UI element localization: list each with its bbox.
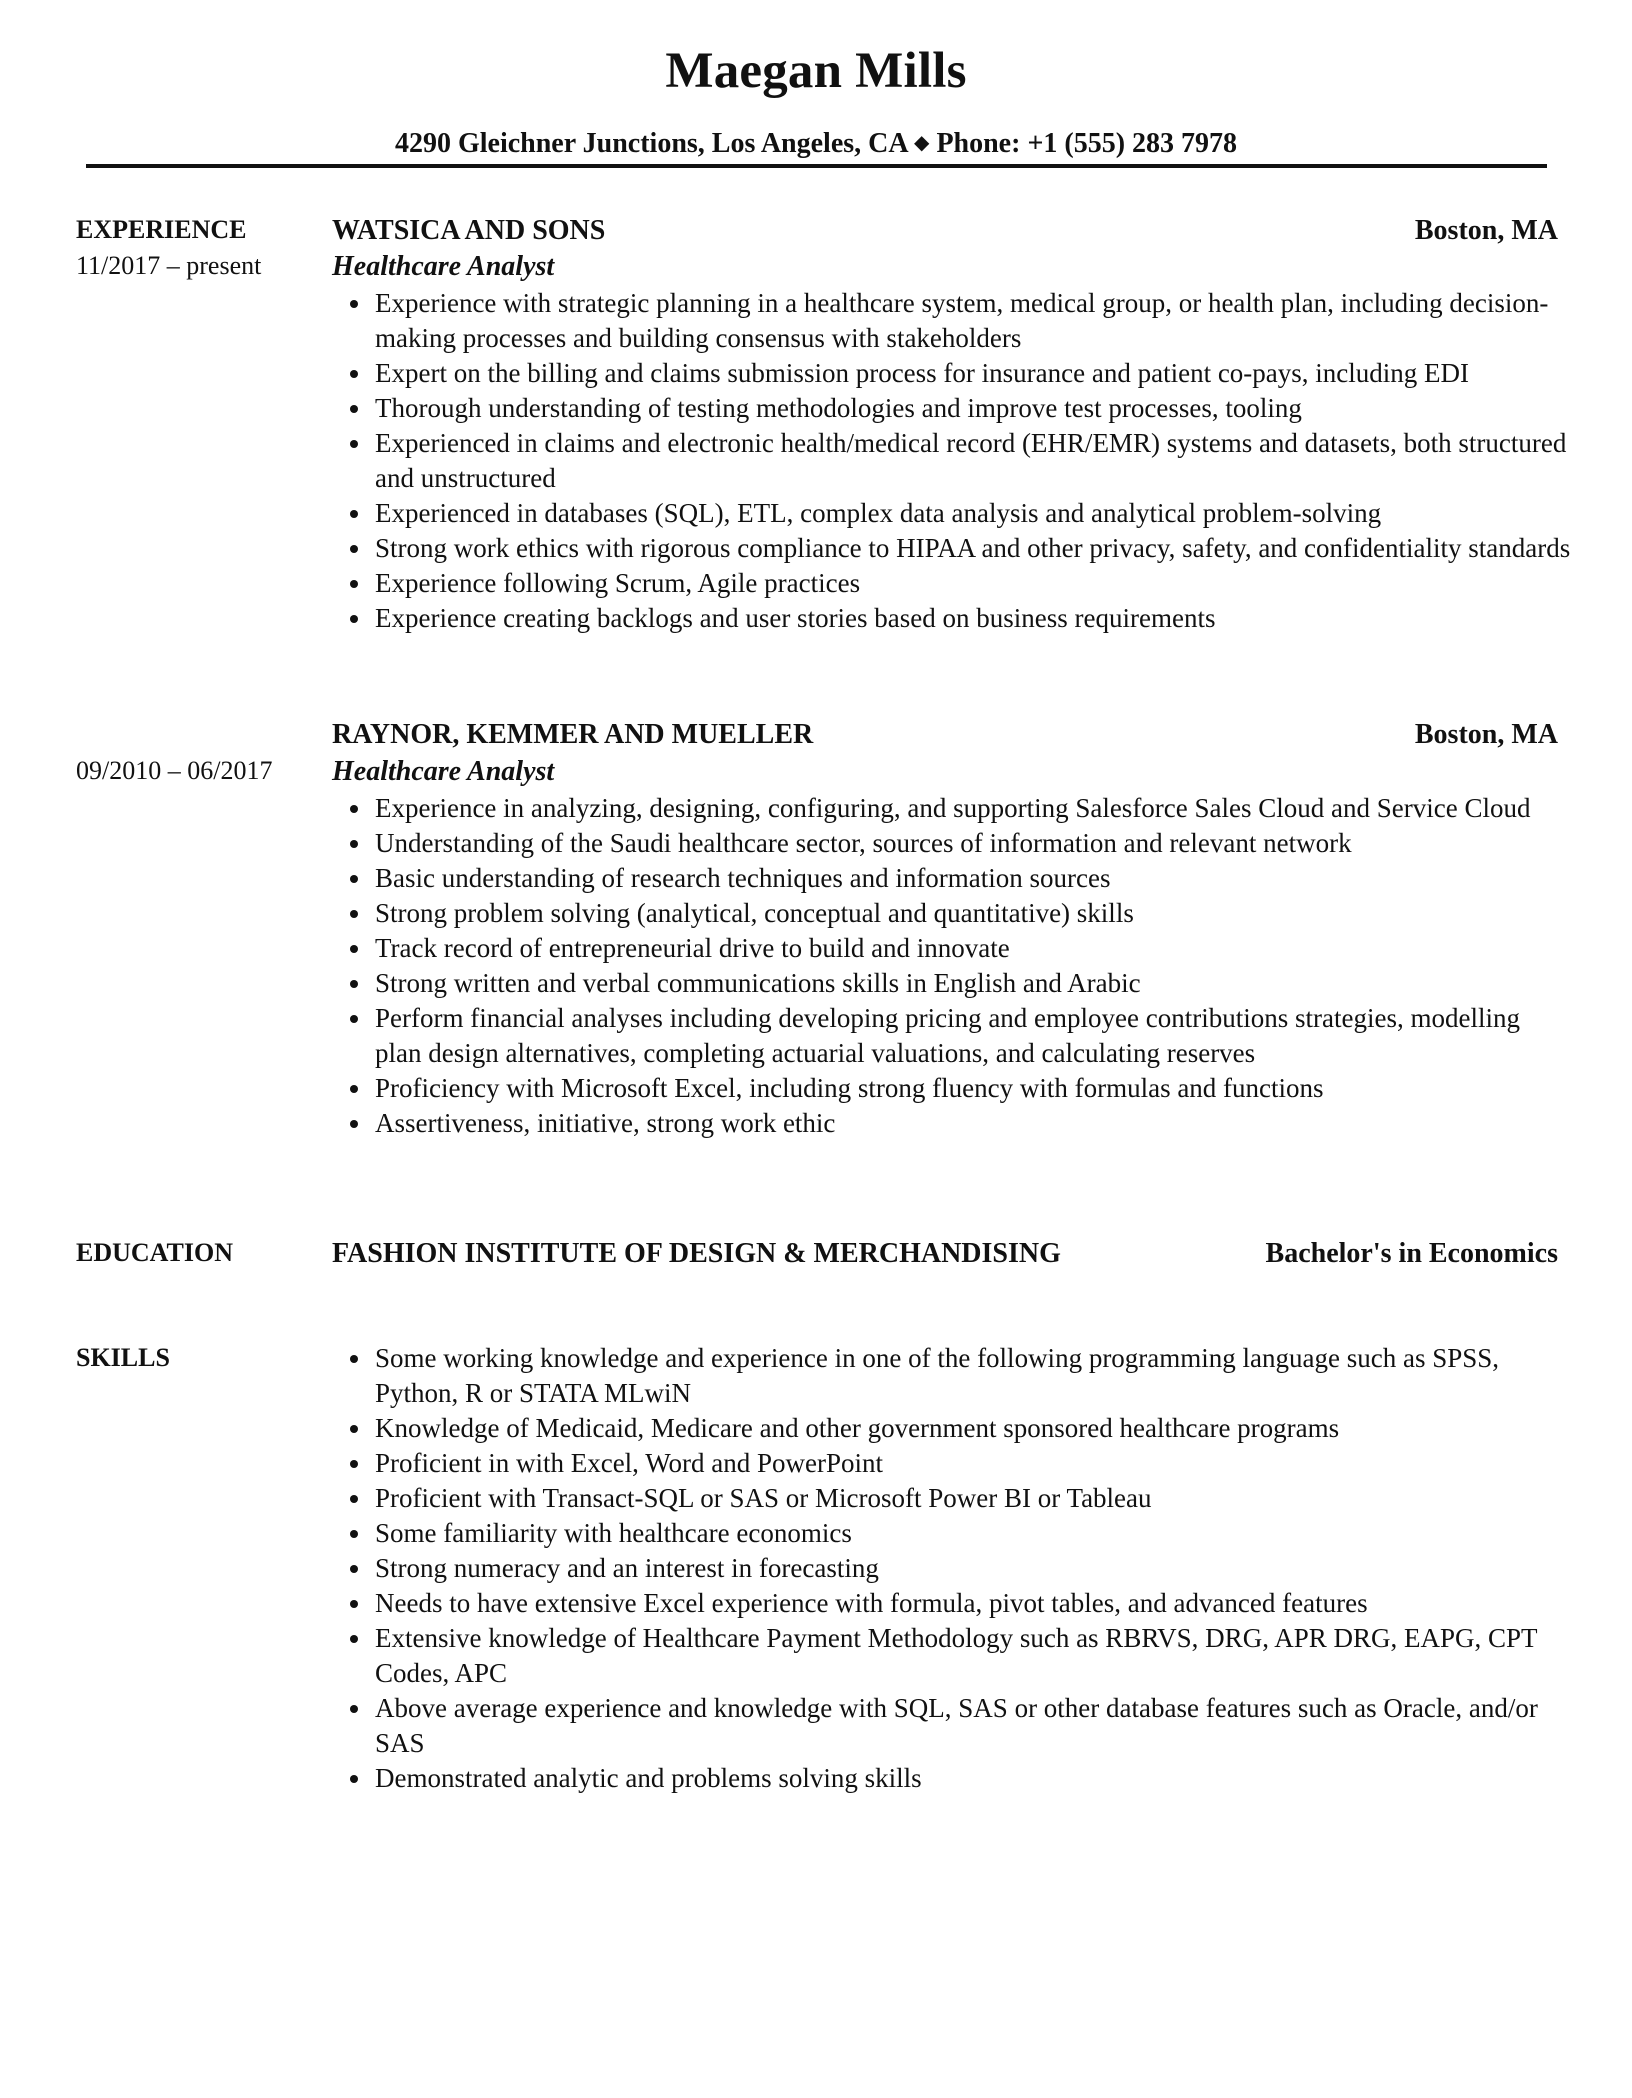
bullet-icon: [350, 510, 358, 518]
school-name: FASHION INSTITUTE OF DESIGN & MERCHANDISING: [332, 1238, 1061, 1269]
job-company: WATSICA AND SONS: [332, 215, 606, 246]
list-item: Perform financial analyses including developing pricing and employee contributions strategies, modelling plan design alternatives, completing actuarial valuations, and calculating reserves: [332, 1001, 1572, 1071]
list-item: Strong numeracy and an interest in forecasting: [332, 1551, 1572, 1586]
bullet-icon: [350, 545, 358, 553]
list-item: Needs to have extensive Excel experience with formula, pivot tables, and advanced features: [332, 1586, 1572, 1621]
bullet-icon: [350, 875, 358, 883]
list-item: Some familiarity with healthcare economics: [332, 1516, 1572, 1551]
bullet-icon: [350, 580, 358, 588]
list-item: Track record of entrepreneurial drive to build and innovate: [332, 931, 1572, 966]
list-item: Demonstrated analytic and problems solving skills: [332, 1761, 1572, 1796]
bullet-icon: [350, 1120, 358, 1128]
degree: Bachelor's in Economics: [1265, 1238, 1558, 1269]
candidate-name: Maegan Mills: [665, 43, 967, 99]
list-item: Experienced in claims and electronic health/medical record (EHR/EMR) systems and datasets, both structured and unstructured: [332, 426, 1572, 496]
list-item: Proficient with Transact-SQL or SAS or Microsoft Power BI or Tableau: [332, 1481, 1572, 1516]
bullet-icon: [350, 1425, 358, 1433]
phone: Phone: +1 (555) 283 7978: [936, 128, 1238, 159]
list-item: Expert on the billing and claims submission process for insurance and patient co-pays, including EDI: [332, 356, 1572, 391]
list-item: Proficient in with Excel, Word and PowerPoint: [332, 1446, 1572, 1481]
bullet-icon: [350, 840, 358, 848]
bullet-icon: [350, 1530, 358, 1538]
bullet-icon: [350, 1015, 358, 1023]
list-item: Experience following Scrum, Agile practices: [332, 566, 1572, 601]
list-item: Assertiveness, initiative, strong work ethic: [332, 1106, 1572, 1141]
list-item: Thorough understanding of testing methodologies and improve test processes, tooling: [332, 391, 1572, 426]
bullet-icon: [350, 945, 358, 953]
bullet-icon: [350, 370, 358, 378]
bullet-icon: [350, 440, 358, 448]
bullet-icon: [350, 910, 358, 918]
job-bullets: [332, 286, 1572, 636]
job-title: Healthcare Analyst: [332, 756, 555, 787]
section-label-experience: EXPERIENCE: [76, 215, 247, 244]
bullet-icon: [350, 615, 358, 623]
bullet-icon: [350, 1495, 358, 1503]
bullet-icon: [350, 405, 358, 413]
job-company: RAYNOR, KEMMER AND MUELLER: [332, 719, 814, 750]
list-item: Above average experience and knowledge with SQL, SAS or other database features such as Oracle, and/or SAS: [332, 1691, 1572, 1761]
job-title: Healthcare Analyst: [332, 251, 555, 282]
list-item: Experienced in databases (SQL), ETL, complex data analysis and analytical problem-solving: [332, 496, 1572, 531]
job-location: Boston, MA: [1414, 215, 1558, 246]
skills-bullets: [332, 1341, 1572, 1796]
section-label-skills: SKILLS: [76, 1343, 170, 1372]
contact-line: [0, 124, 1632, 166]
bullet-icon: [350, 1355, 358, 1363]
bullet-icon: [350, 980, 358, 988]
list-item: Experience creating backlogs and user stories based on business requirements: [332, 601, 1572, 636]
list-item: Some working knowledge and experience in one of the following programming language such as SPSS, Python, R or STATA MLwiN: [332, 1341, 1572, 1411]
bullet-icon: [350, 1600, 358, 1608]
bullet-icon: [350, 300, 358, 308]
list-item: Understanding of the Saudi healthcare sector, sources of information and relevant network: [332, 826, 1572, 861]
section-label-education: EDUCATION: [76, 1238, 233, 1267]
job-location: Boston, MA: [1414, 719, 1558, 750]
list-item: Proficiency with Microsoft Excel, including strong fluency with formulas and functions: [332, 1071, 1572, 1106]
bullet-icon: [350, 1565, 358, 1573]
bullet-icon: [350, 1775, 358, 1783]
bullet-icon: [350, 1460, 358, 1468]
diamond-separator-icon: ◆: [914, 132, 930, 154]
address: 4290 Gleichner Junctions, Los Angeles, CA: [394, 128, 908, 159]
job-dates: 09/2010 – 06/2017: [76, 756, 273, 785]
header-divider: [86, 164, 1547, 168]
list-item: Experience in analyzing, designing, configuring, and supporting Salesforce Sales Cloud and Service Cloud: [332, 791, 1572, 826]
bullet-icon: [350, 1705, 358, 1713]
list-item: Basic understanding of research techniques and information sources: [332, 861, 1572, 896]
job-dates: 11/2017 – present: [76, 251, 262, 280]
list-item: Strong work ethics with rigorous compliance to HIPAA and other privacy, safety, and confidentiality standards: [332, 531, 1572, 566]
list-item: Experience with strategic planning in a healthcare system, medical group, or health plan, including decision-making processes and building consensus with stakeholders: [332, 286, 1572, 356]
list-item: Strong problem solving (analytical, conceptual and quantitative) skills: [332, 896, 1572, 931]
list-item: Knowledge of Medicaid, Medicare and other government sponsored healthcare programs: [332, 1411, 1572, 1446]
list-item: Extensive knowledge of Healthcare Payment Methodology such as RBRVS, DRG, APR DRG, EAPG, CPT Codes, APC: [332, 1621, 1572, 1691]
job-bullets: [332, 791, 1572, 1141]
bullet-icon: [350, 1085, 358, 1093]
bullet-icon: [350, 1635, 358, 1643]
bullet-icon: [350, 805, 358, 813]
list-item: Strong written and verbal communications skills in English and Arabic: [332, 966, 1572, 1001]
